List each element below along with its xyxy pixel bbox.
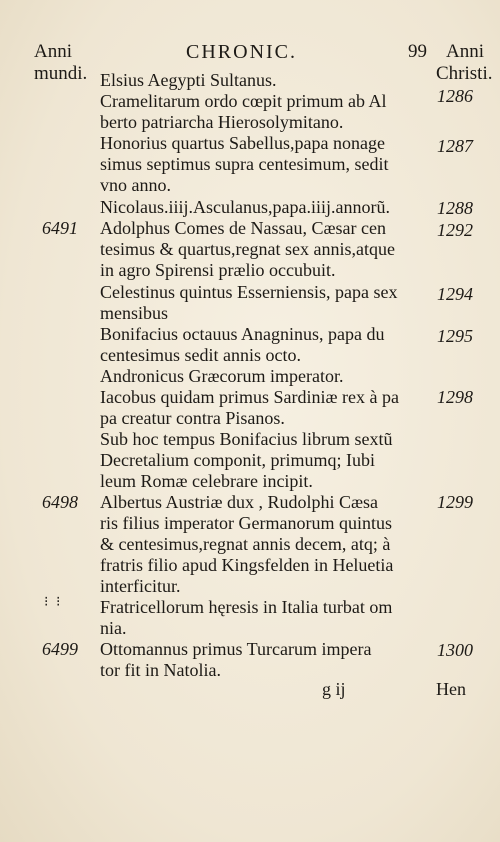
text-line: Sub hoc tempus Bonifacius librum sextũ <box>100 429 393 449</box>
header-anni-mundi: Anni <box>34 41 72 62</box>
year-christi: 1300 <box>437 640 473 660</box>
year-christi: 1298 <box>437 387 473 407</box>
year-christi: 1295 <box>437 326 473 346</box>
signature-mark: g ij <box>322 679 346 699</box>
year-christi: 1299 <box>437 492 473 512</box>
year-christi: 1294 <box>437 284 473 304</box>
text-line: & centesimus,regnat annis decem, atq; à <box>100 534 391 554</box>
margin-mark: ⁝ ⁝ <box>44 595 63 610</box>
year-mundi: 6491 <box>42 218 78 238</box>
text-line: Fratricellorum hęresis in Italia turbat om <box>100 597 393 617</box>
running-title: CHRONIC. <box>186 41 298 63</box>
text-line: mensibus <box>100 303 169 323</box>
text-line: berto patriarcha Hierosolymitano. <box>100 112 344 132</box>
text-line: Elsius Aegypti Sultanus. <box>100 70 277 90</box>
text-line: Iacobus quidam primus Sardiniæ rex à pa <box>100 387 399 407</box>
text-line: tor fit in Natolia. <box>100 660 221 680</box>
text-line: Ottomannus primus Turcarum impera <box>100 639 372 659</box>
year-christi: 1287 <box>437 136 473 156</box>
text-line: Decretalium componit, primumq; Iubi <box>100 450 375 470</box>
text-line: ris filius imperator Germanorum quintus <box>100 513 392 533</box>
year-christi: 1288 <box>437 198 473 218</box>
text-line: Celestinus quintus Esserniensis, papa sex <box>100 282 398 302</box>
text-line: leum Romæ celebrare incipit. <box>100 471 313 491</box>
text-line: pa creatur contra Pisanos. <box>100 408 285 428</box>
text-line: Bonifacius octauus Anagninus, papa du <box>100 324 385 344</box>
year-mundi: 6498 <box>42 492 78 512</box>
year-christi: 1286 <box>437 86 473 106</box>
subheader-mundi: mundi. <box>34 63 88 84</box>
year-mundi: 6499 <box>42 639 78 659</box>
text-line: simus septimus supra centesimum, sedit <box>100 154 389 174</box>
text-line: nia. <box>100 618 127 638</box>
catchword: Hen <box>436 679 466 699</box>
text-line: tesimus & quartus,regnat sex annis,atque <box>100 239 395 259</box>
text-line: Albertus Austriæ dux , Rudolphi Cæsa <box>100 492 379 512</box>
text-line: Adolphus Comes de Nassau, Cæsar cen <box>100 218 386 238</box>
text-line: interficitur. <box>100 576 181 596</box>
header-anni-christi: Anni <box>446 41 484 62</box>
text-line: in agro Spirensi prælio occubuit. <box>100 260 336 280</box>
text-line: Cramelitarum ordo cœpit primum ab Al <box>100 91 387 111</box>
text-line: Honorius quartus Sabellus,papa nonage <box>100 133 385 153</box>
text-line: centesimus sedit annis octo. <box>100 345 301 365</box>
text-line: vno anno. <box>100 175 171 195</box>
text-line: Nicolaus.iiij.Asculanus,papa.iiij.annorũ. <box>100 197 390 217</box>
year-christi: 1292 <box>437 220 473 240</box>
text-line: Andronicus Græcorum imperator. <box>100 366 344 386</box>
subheader-christi: Christi. <box>436 63 493 84</box>
text-line: fratris filio apud Kingsfelden in Heluetia <box>100 555 394 575</box>
page-number: 99 <box>408 41 427 62</box>
